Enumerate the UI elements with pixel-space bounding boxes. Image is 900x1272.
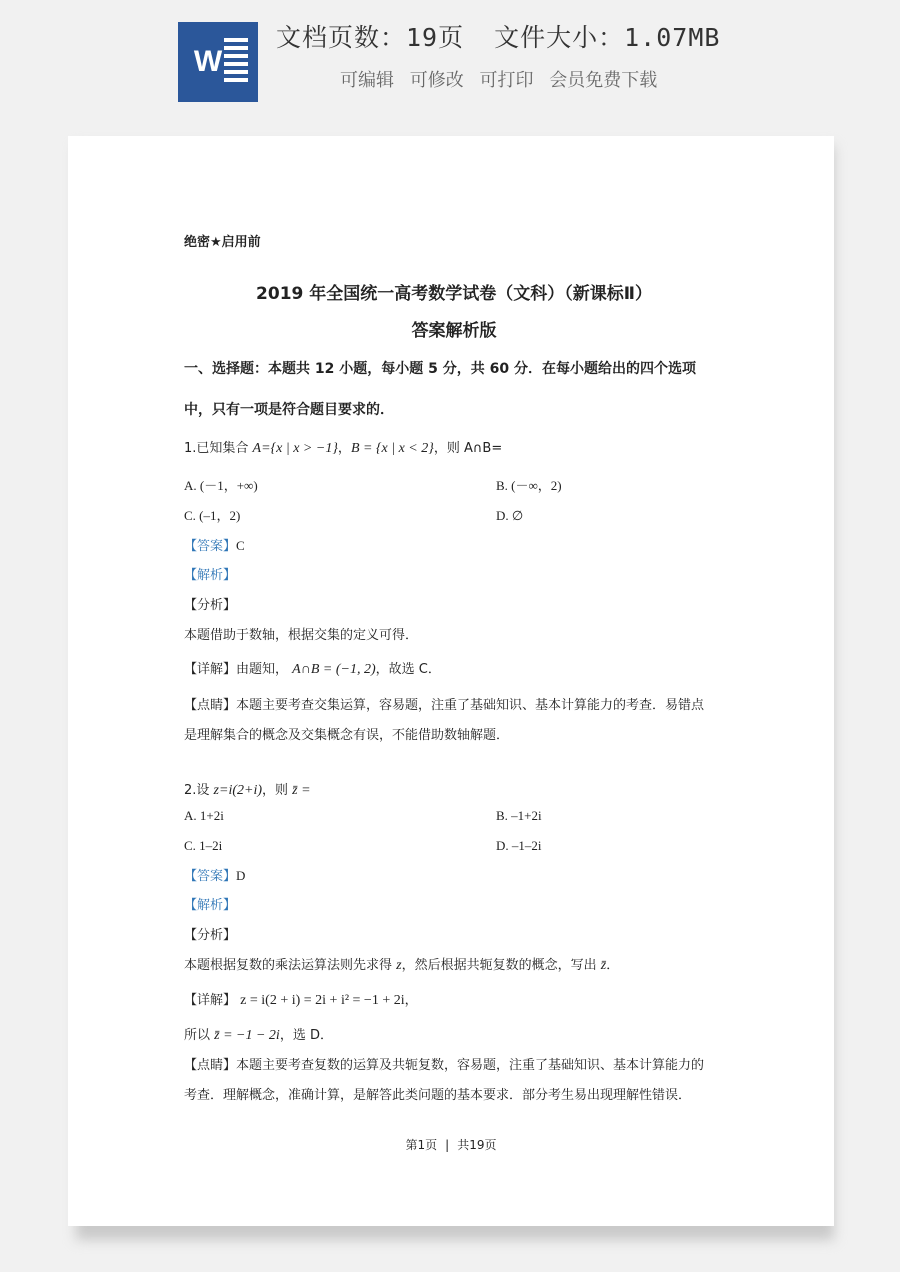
q1-option-c: C. (–1，2) — [184, 508, 241, 523]
question-2: 2.设 z=i(2+i)，则 z̄ = — [184, 783, 311, 798]
q1-option-a: A. (－1，+∞) — [184, 478, 258, 493]
feature-editable: 可编辑 — [340, 70, 394, 91]
feature-printable: 可打印 — [479, 70, 534, 91]
file-info-title — [276, 18, 836, 54]
q2-option-c: C. 1–2i — [184, 838, 223, 853]
q1-fenxi: 本题借助于数轴，根据交集的定义可得． — [184, 628, 419, 643]
q2-point-cont: 考查．理解概念，准确计算，是解答此类问题的基本要求．部分考生易出现理解性错误． — [184, 1088, 692, 1103]
feature-modifiable: 可修改 — [409, 70, 464, 91]
q2-option-b: B. –1+2i — [496, 808, 542, 823]
q2-option-d: D. –1–2i — [496, 838, 542, 853]
q2-fenxi: 本题根据复数的乘法运算法则先求得 z，然后根据共轭复数的概念，写出 z̄． — [184, 958, 620, 973]
page-total: 共19页 — [457, 1138, 497, 1152]
q1-fenxi-tag: 【分析】 — [184, 598, 237, 613]
q2-zbar: z̄ = — [292, 783, 311, 798]
set-a-math: A={x | x > −1} — [252, 441, 338, 456]
secret-label: 绝密★启用前 — [184, 235, 261, 250]
q2-detail-math: z = i(2 + i) = 2i + i² = −1 + 2i — [240, 993, 405, 1008]
download-header — [0, 0, 900, 130]
doc-title: 2019 年全国统一高考数学试卷（文科）（新课标Ⅱ） — [256, 284, 652, 304]
file-size: 文件大小：1.07MB — [494, 23, 721, 52]
q1-analysis-tag: 【解析】 — [184, 568, 237, 583]
section-heading: 一、选择题：本题共 12 小题，每小题 5 分，共 60 分．在每小题给出的四个选项 — [184, 361, 696, 377]
q2-analysis-tag: 【解析】 — [184, 898, 237, 913]
q2-answer: 【答案】D — [184, 868, 246, 884]
set-b-math: B = {x | x < 2} — [350, 441, 434, 456]
feature-list — [340, 66, 780, 92]
q1-option-b: B. (－∞，2) — [496, 478, 562, 493]
page-footer: 第1页 | 共19页 — [405, 1138, 497, 1152]
q1-answer: 【答案】C — [184, 538, 245, 554]
q1-point: 【点睛】本题主要考查交集运算，容易题，注重了基础知识、基本计算能力的考查．易错点 — [184, 698, 705, 713]
document-page — [68, 136, 834, 1226]
q2-stem-math: z=i(2+i) — [213, 783, 262, 798]
feature-free-download: 会员免费下载 — [549, 70, 658, 91]
word-document-icon: W — [178, 22, 258, 102]
page-number: 第1页 — [405, 1138, 438, 1152]
q1-option-d: D. ∅ — [496, 508, 524, 523]
q1-detail-math: A∩B = (−1, 2) — [292, 662, 376, 677]
q1-detail: 【详解】由题知， A∩B = (−1, 2)，故选 C． — [184, 662, 441, 677]
q2-point: 【点睛】本题主要考查复数的运算及共轭复数，容易题，注重了基础知识、基本计算能力的 — [184, 1058, 705, 1073]
q2-conclusion-math: z̄ = −1 − 2i — [214, 1028, 280, 1043]
q2-conclusion: 所以 z̄ = −1 − 2i，选 D． — [184, 1028, 333, 1043]
question-1: 1.已知集合 A={x | x > −1}，B = {x | x < 2}，则 A∩B= — [184, 441, 503, 456]
doc-subtitle: 答案解析版 — [411, 321, 497, 341]
page-count: 文档页数：19页 — [276, 23, 465, 52]
q2-detail: 【详解】 z = i(2 + i) = 2i + i² = −1 + 2i， — [184, 993, 418, 1008]
q1-point-cont: 是理解集合的概念及交集概念有误，不能借助数轴解题． — [184, 728, 510, 743]
q2-option-a: A. 1+2i — [184, 808, 224, 823]
q2-fenxi-tag: 【分析】 — [184, 928, 237, 943]
section-heading-cont: 中，只有一项是符合题目要求的． — [184, 402, 394, 418]
